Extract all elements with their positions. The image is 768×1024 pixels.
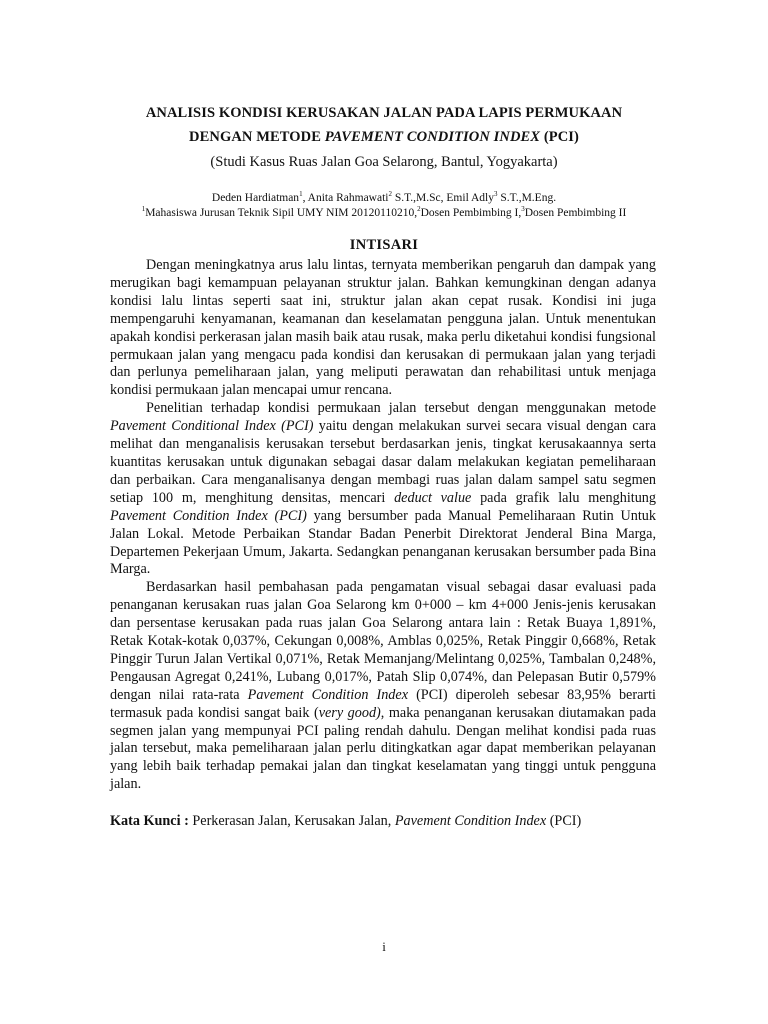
keywords-text: Perkerasan Jalan, Kerusakan Jalan, [192,813,395,829]
p2-text-c: yaitu dengan melakukan survei secara visual dengan cara melihat dan menganalisis kerusakan tersebut berdasarkan jenis, tingkat kerusakaannya serta kuantitas kerusakan untuk digunakan sebagai dasar dalam melakukan kegiatan pemeliharaan dan perbaikan. Cara menganalisanya dengan membagi ruas jalan dalam sampel satu segmen setiap 100 m, menghitung densitas, mencari [110,418,656,506]
affil-3: Dosen Pembimbing II [524,207,627,219]
author-3-degree: S.T.,M.Eng. [497,192,557,204]
p2-italic-d: deduct value [394,489,472,506]
section-heading: INTISARI [349,237,419,253]
p2-italic-b: Pavement Conditional Index (PCI) [110,418,314,435]
p2-text-e: pada grafik lalu menghitung [471,489,656,506]
p3-text-e: , maka penanganan kerusakan diutamakan pada segmen jalan yang mempunyai PCI paling rendah dahulu. Dengan melihat kondisi pada ruas jalan tersebut, maka pemeliharaan jalan perlu ditingkatkan agar dapat memberikan pelayanan yang lebih baik terhadap pemakai jalan dan tingkat keselamatan yang tinggi untuk pengguna jalan. [110,704,656,793]
p3-italic-b: Pavement Condition Index [247,686,408,703]
keywords-label: Kata Kunci : [110,813,193,829]
keywords-italic: Pavement Condition Index [394,813,547,829]
author-2-marker: 2 [388,190,392,199]
paper-subtitle: (Studi Kasus Ruas Jalan Goa Selarong, Bantul, Yogyakarta) [210,154,558,170]
affil-2-marker: 2 [417,205,421,214]
author-2: , Anita Rahmawati [302,192,389,204]
affil-3-marker: 3 [521,205,525,214]
affil-2: Dosen Pembimbing I, [420,207,522,219]
author-list [0,192,768,204]
p2-text-g: yang bersumber pada Manual Pemeliharaan Rutin Untuk Jalan Lokal. Metode Perbaikan Standar Badan Penerbit Direktorat Jenderal Bina Marga, Departemen Pekerjaan Umum, Jakarta. Sedangkan penanganan kerusakan bersumber pada Bina Marga. [110,507,656,578]
author-1: Deden Hardiatman [211,192,300,204]
paper-title-line-2 [0,129,768,146]
affil-1-marker: 1 [141,205,146,214]
p2-text-a: Penelitian terhadap kondisi permukaan jalan tersebut dengan menggunakan metode [146,400,656,417]
abstract-paragraph-3 [110,579,656,794]
p3-text-c: (PCI) diperoleh sebesar 83,95% berarti termasuk pada kondisi sangat baik ( [110,686,656,721]
title-italic: PAVEMENT CONDITION INDEX [324,129,541,145]
p3-text-a: Berdasarkan hasil pembahasan pada pengamatan visual sebagai dasar evaluasi pada penanganan kerusakan ruas jalan Goa Selarong km 0+000 – km 4+000 Jenis-jenis kerusakan dan persentase kerusakan pada ruas jalan Goa Selarong antara lain : Retak Buaya 1,891%, Retak Kotak-kotak 0,037%, Cekungan 0,008%, Amblas 0,025%, Retak Pinggir 0,668%, Retak Pinggir Turun Jalan Vertikal 0,071%, Retak Memanjang/Melintang 0,025%, Tambalan 0,248%, Pengausan Agregat 0,241%, Lubang 0,017%, Patah Slip 0,074%, dan Pelepasan Butir 0,579% dengan nilai rata-rata [110,579,656,703]
page-number: i [382,939,386,954]
p3-italic-d: very good) [318,704,381,721]
author-1-marker: 1 [299,190,303,199]
title-suffix: (PCI) [540,129,579,145]
keywords-suffix: (PCI) [546,813,582,829]
p2-italic-f: Pavement Condition Index (PCI) [110,507,307,524]
abstract-body [110,257,656,794]
affiliations [0,207,768,219]
author-3: S.T.,M.Sc, Emil Adly [391,192,495,204]
author-3-marker: 3 [494,190,498,199]
title-prefix: DENGAN METODE [189,129,325,145]
abstract-paragraph-2 [110,400,656,579]
keywords [110,813,656,830]
paper-title-line-1: ANALISIS KONDISI KERUSAKAN JALAN PADA LAPIS PERMUKAAN [145,105,623,121]
abstract-paragraph-1: Dengan meningkatnya arus lalu lintas, ternyata memberikan pengaruh dan dampak yang merugikan bagi kemampuan pelayanan struktur jalan. Bahkan kemungkinan dengan adanya kondisi lalu lintas seperti saat ini, struktur jalan akan cepat rusak. Kondisi ini juga mempengaruhi kenyamanan, keamanan dan keselamatan pengguna jalan. Untuk menentukan apakah kondisi perkerasan jalan masih baik atau rusak, maka perlu diketahui kondisi fungsional permukaan jalan yang mengacu pada kondisi dan kerusakan di permukaan jalan yang terjadi dan perlunya pemeliharaan jalan, yang meliputi perawatan dan rehabilitasi untuk menjaga kondisi permukaan jalan mencapai umur rencana. [110,257,656,399]
affil-1: Mahasiswa Jurusan Teknik Sipil UMY NIM 20120110210, [145,207,418,219]
